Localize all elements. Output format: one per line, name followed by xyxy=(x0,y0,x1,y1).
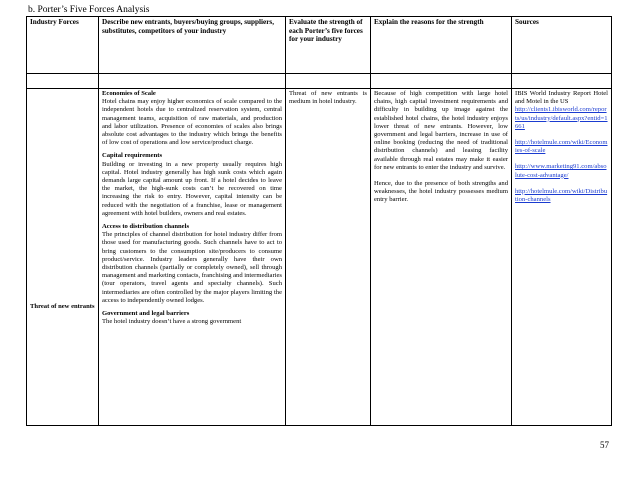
sources-cell xyxy=(512,89,612,426)
table-header-row xyxy=(27,17,612,74)
evaluate-cell xyxy=(286,89,371,426)
capital-heading: Capital requirements xyxy=(102,152,163,160)
explain-text-1: Because of high competition with large hotel chains, high capital investment requirements and difficulty in building up image against the established hotel chains, the hotel industry enjoys lower threat of new entrants. However, low government and legal barriers, increase in use of online booking (reducing the need of traditional distribution channels) and leasing facility available through real estates may make it easier for new entrants to enter the industry and survive. xyxy=(374,90,508,171)
porter-five-forces-table xyxy=(26,16,612,426)
source-ibis-text: IBIS World Industry Report Hotel and Motel in the US xyxy=(515,90,608,106)
header-evaluate: Evaluate the strength of each Porter’s five forces for your industry xyxy=(286,17,371,74)
source-link-distribution[interactable]: http://hotelmule.com/wiki/Distribution-channels xyxy=(515,187,608,204)
economies-heading: Economies of Scale xyxy=(102,90,156,97)
explain-text-2: Hence, due to the presence of both strengths and weaknesses, the hotel industry possesses medium entry barrier. xyxy=(374,180,508,204)
page-number: 57 xyxy=(600,440,609,450)
describe-cell xyxy=(99,89,286,426)
government-text: The hotel industry doesn’t have a strong government xyxy=(102,318,242,326)
force-cell xyxy=(27,89,99,426)
table-row xyxy=(27,89,612,426)
access-heading: Access to distribution channels xyxy=(102,223,190,231)
explain-cell xyxy=(371,89,512,426)
government-heading: Government and legal barriers xyxy=(102,310,190,318)
source-link-economies[interactable]: http://hotelmule.com/wiki/Economies-of-scale xyxy=(515,139,608,155)
source-link-ibis[interactable]: http://clients1.ibisworld.com/reports/us/industry/default.aspx?entid=1661 xyxy=(515,106,608,130)
source-link-absolute-cost[interactable]: http://www.marketing91.com/absolute-cost-advantage/ xyxy=(515,163,607,179)
header-describe: Describe new entrants, buyers/buying groups, suppliers, substitutes, competitors of your industry xyxy=(99,17,286,74)
section-title: b. Porter’s Five Forces Analysis xyxy=(28,5,150,15)
evaluate-text: Threat of new entrants is medium in hotel industry. xyxy=(289,90,367,106)
capital-text: Building or investing in a new property usually requires high capital. Hotel industry generally has high sunk costs which again demands large capital amount up front. If a hotel decides to leave the market, the high-sunk costs can’t be recovered on time increasing the risk to entry. However, capital intensity can be reduced with the negotiation of a franchise, lease or management agreement with hotel builders, owners and real estates. xyxy=(102,160,282,217)
economies-text: Hotel chains may enjoy higher economics of scale compared to the independent hotels due to centralized reservation system, central management teams, acquisition of raw materials, and production and labor utilization. Presence of economies of scales also brings absolute cost advantages to the industry which brings the benefits of low cost of operations and low service/product charge. xyxy=(102,98,282,147)
header-explain: Explain the reasons for the strength xyxy=(371,17,512,74)
header-industry-forces: Industry Forces xyxy=(27,17,99,74)
header-sources: Sources xyxy=(512,17,612,74)
access-text: The principles of channel distribution for hotel industry differ from those used for manufacturing goods. Such channels have to act to bring customers to the consumption site/producers to consume product/service. Industry leaders generally have their own distribution channels (partially or completely owned), sell through management and marketing contacts, franchising and intermediaries (tour operators, travel agents and specialty channels). Such intermediaries are often controlled by the major players limiting the access to independently owned lodges. xyxy=(102,231,282,304)
spacer-row xyxy=(27,74,612,89)
force-label: Threat of new entrants xyxy=(30,302,95,310)
